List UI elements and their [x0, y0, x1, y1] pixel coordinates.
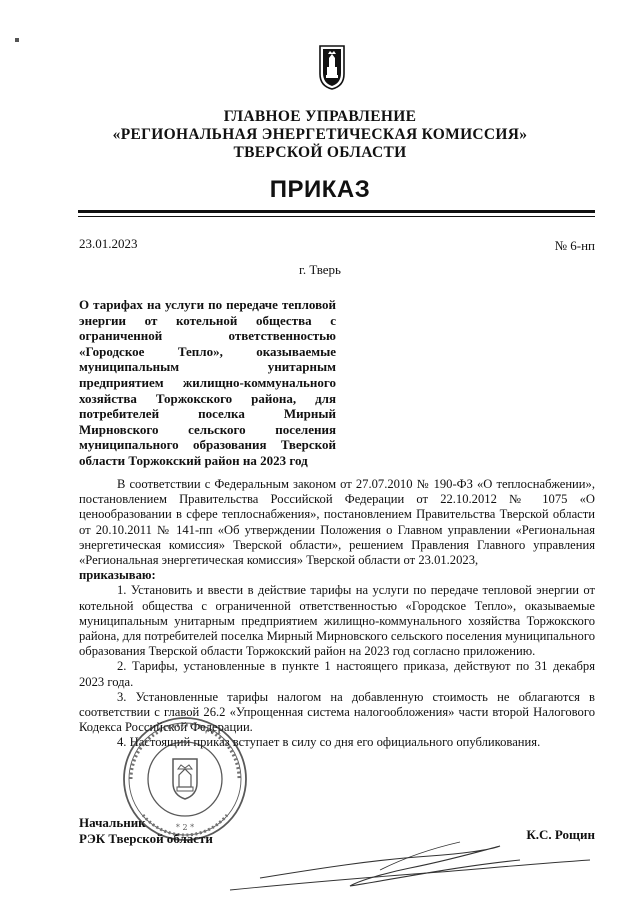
order-item-1: 1. Установить и ввести в действие тарифы на услуги по передаче тепловой энергии от котельной общества с ограниченной ответственностью «Городское Тепло», оказываемые муниципальным унитарным предприятием жилищно-коммунального хозяйства Торжокского района, для потребителей поселка Мирный Мирновского сельского поселения муниципального образования Тверской области Торжокский район на 2023 год согласно приложению.	[79, 583, 595, 659]
document-date: 23.01.2023	[79, 236, 138, 251]
document-type-title: ПРИКАЗ	[269, 176, 371, 203]
signatory-title-line-1: Начальник	[79, 815, 146, 830]
preamble-paragraph: В соответствии с Федеральным законом от 27.07.2010 № 190-ФЗ «О теплоснабжении», постановлением Правительства Российской Федерации от 22.10.2012 № 1075 «О ценообразовании в сфере теплоснабжения», постановлением Правительства Тверской области от 20.10.2011 № 141-пп «Об утверждении Положения о Главном управлении «Региональная энергетическая комиссия» Тверской области», решением Правления Главного управления «Региональная энергетическая комиссия» Тверской области от 23.01.2023,	[79, 477, 595, 568]
handwritten-signature	[200, 820, 600, 895]
svg-text:* 2 *: * 2 *	[175, 823, 195, 832]
signatory-title-line-2: РЭК Тверской области	[79, 831, 213, 846]
header-divider-thin	[78, 216, 595, 217]
org-name-line-3: ТВЕРСКОЙ ОБЛАСТИ	[233, 144, 407, 161]
order-item-4: 4. Настоящий приказ вступает в силу со дня его официального опубликования.	[117, 735, 541, 750]
scan-mark	[15, 38, 19, 42]
org-name-line-1: ГЛАВНОЕ УПРАВЛЕНИЕ	[223, 108, 417, 125]
order-item-3: 3. Установленные тарифы налогом на добавленную стоимость не облагаются в соответствии с главой 26.2 «Упрощенная система налогообложения» части второй Налогового Кодекса Российской Федерации.	[79, 689, 595, 735]
org-name-line-2: «РЕГИОНАЛЬНАЯ ЭНЕРГЕТИЧЕСКАЯ КОМИССИЯ»	[112, 126, 528, 143]
header-divider-thick	[78, 210, 595, 213]
orders-label: приказываю:	[79, 568, 156, 583]
document-city: г. Тверь	[299, 262, 341, 277]
document-body	[79, 477, 595, 751]
order-item-2: 2. Тарифы, установленные в пункте 1 настоящего приказа, действуют по 31 декабря 2023 года.	[79, 659, 595, 689]
document-number: № 6-нп	[554, 238, 595, 253]
signatory-name: К.С. Рощин	[526, 827, 595, 842]
tver-coat-of-arms-emblem	[318, 44, 346, 90]
document-subject: О тарифах на услуги по передаче тепловой энергии от котельной общества с ограниченной ответственностью «Городское Тепло», оказываемые муниципальным унитарным предприятием жилищно-коммунального хозяйства Торжокского района, для потребителей поселка Мирный Мирновского сельского поселения муниципального образования Тверской области Торжокский район на 2023 год	[79, 297, 336, 468]
